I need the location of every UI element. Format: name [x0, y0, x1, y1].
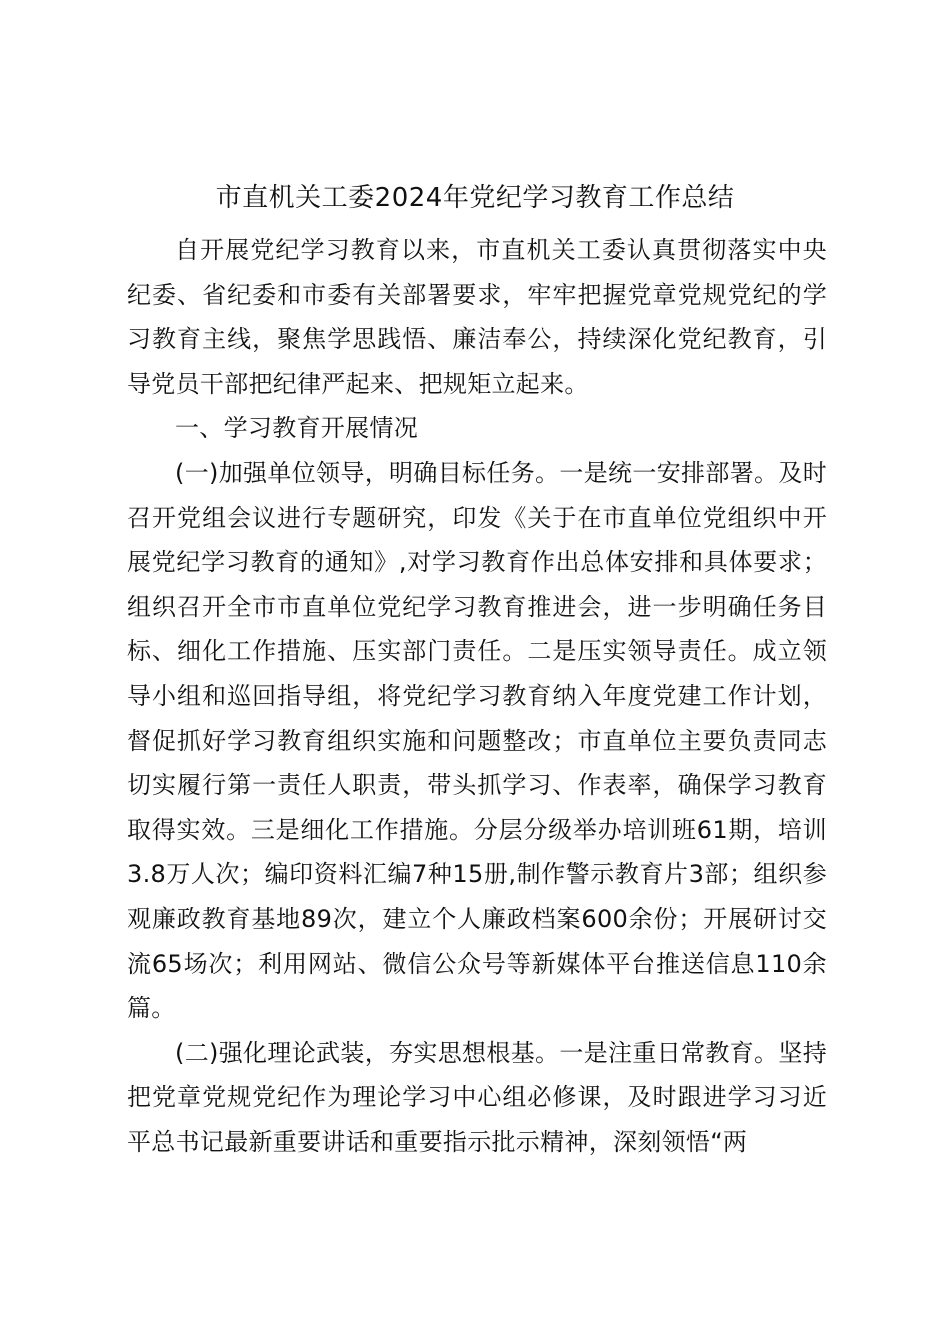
document-title: 市直机关工委2024年党纪学习教育工作总结 [215, 183, 735, 213]
paragraph-strengthen-leadership: (一)加强单位领导，明确目标任务。一是统一安排部署。及时召开党组会议进行专题研究，印发《关于在市直单位党组织中开展党纪学习教育的通知》,对学习教育作出总体安排和具体要求；组织召开全市市直单位党纪学习教育推进会，进一步明确任务目标、细化工作措施、压实部门责任。二是压实领导责任。成立领导小组和巡回指导组，将党纪学习教育纳入年度党建工作计划，督促抓好学习教育组织实施和问题整改；市直单位主要负责同志切实履行第一责任人职责，带头抓学习、作表率，确保学习教育取得实效。三是细化工作措施。分层分级举办培训班61期，培训3.8万人次；编印资料汇编7种15册,制作警示教育片3部；组织参观廉政教育基地89次，建立个人廉政档案600余份；开展研讨交流65场次；利用网站、微信公众号等新媒体平台推送信息110余篇。 [127, 458, 827, 1023]
intro-paragraph: 自开展党纪学习教育以来，市直机关工委认真贯彻落实中央纪委、省纪委和市委有关部署要求，牢牢把握党章党规党纪的学习教育主线，聚焦学思践悟、廉洁奉公，持续深化党纪教育，引导党员干部把纪律严起来、把规矩立起来。 [127, 236, 827, 398]
section-heading: 一、学习教育开展情况 [175, 414, 418, 443]
document-body [127, 228, 827, 1164]
paragraph-theory-arming: (二)强化理论武装，夯实思想根基。一是注重日常教育。坚持把党章党规党纪作为理论学习中心组必修课，及时跟进学习习近平总书记最新重要讲话和重要指示批示精神，深刻领悟“两 [127, 1038, 827, 1156]
